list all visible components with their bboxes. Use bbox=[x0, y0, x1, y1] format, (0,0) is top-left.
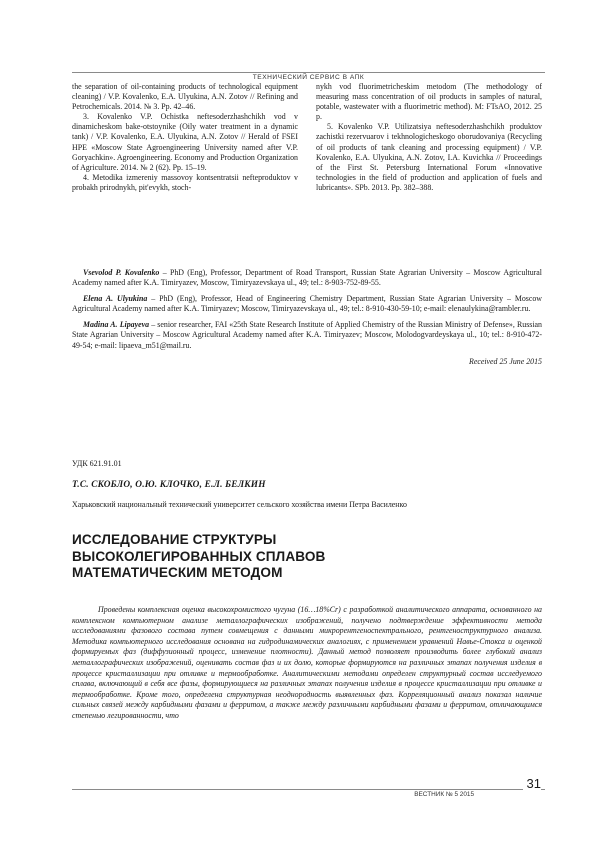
author-name: Elena A. Ulyukina bbox=[83, 294, 148, 304]
author-name: Madina A. Lipayeva bbox=[83, 320, 150, 330]
reference-item: 5. Kovalenko V.P. Utilizatsiya neftesoderzhashchikh produktov zachistki rezervuarov i tekhnologicheskogo oborudovaniya (Recycling of oil products of tank cleaning and processing equipment) / V.P. Kovalenko, E.A. Ulyukina, A.N. Zotov, I.A. Kuvichka // Proceedings of the First St. Petersburg International Forum «Innovative technologies in the field of production and application of fuels and lubricants». SPb. 2013. Pp. 382–388. bbox=[316, 122, 542, 192]
title-line: ИССЛЕДОВАНИЕ СТРУКТУРЫ bbox=[72, 532, 277, 547]
reference-item: the separation of oil-containing products of technological equipment cleaning) / V.P. Kovalenko, E.A. Ulyukina, A.N. Zotov // Refining and Petrochemicals. 2014. № 3. Pp. 42–46. bbox=[72, 82, 298, 112]
reference-item: 3. Kovalenko V.P. Ochistka neftesoderzhashchikh vod v dinamicheskom bake-otstoynike (Oily water treatment in a dynamic tank) / V.P. Kovalenko, E.A. Ulyukina, A.N. Zotov // Herald of FSEI HPE «Moscow State Agroengineering University named after V.P. Goryachkin». Agroengineering. Economy and Production Organization of Agriculture. 2014. № 2 (62). Pp. 15–19. bbox=[72, 112, 298, 172]
references-right-column bbox=[316, 82, 542, 193]
udc-code: УДК 621.91.01 bbox=[72, 459, 122, 468]
author-info bbox=[72, 268, 542, 357]
page-number: 31 bbox=[523, 776, 541, 791]
received-date: Received 25 June 2015 bbox=[469, 357, 542, 366]
author-name: Vsevolod P. Kovalenko bbox=[83, 268, 160, 277]
author-entry bbox=[72, 268, 542, 288]
author-entry bbox=[72, 294, 542, 314]
title-line: ВЫСОКОЛЕГИРОВАННЫХ СПЛАВОВ bbox=[72, 548, 326, 564]
author-entry bbox=[72, 320, 542, 350]
references bbox=[72, 82, 542, 193]
journal-section: ТЕХНИЧЕСКИЙ СЕРВИС В АПК bbox=[247, 74, 370, 81]
author-details: – PhD (Eng), Professor, Department of Road Transport, Russian State Agrarian University – Moscow Agricultural Academy named after K.A. Timiryazev, Moscow, Timiryazevskaya ul., 49; tel.: 8-903-752-89-55. bbox=[72, 268, 543, 288]
article-abstract: Проведены комплексная оценка высокохромистого чугуна (16…18%Cr) с разработкой аналитического аппарата, основанного на комплексном компьютерном анализе металлографических изображений, получено подтверждение эффективности метода исследованиями фазового состава путем совмещения с данными микрорентгеноспектрального, рентгеноструктурного анализа. Методика компьютерного исследования основана на гидродинамических аналогиях, с применением уравнений Навье-Стокса и оценкой формируемых фаз (диффузионный процесс, изменение плотности). Данный метод позволяет производить более глубокий анализ металлографических изображений, оценивать состав фаз и их долю, которые формируются на различных этапах получения изделия в процессе кристаллизации при отливке и термообработке. Аналитическими методами определен структурный состав исследуемого сплава, включающий в себя все фазы, формирующиеся на различных этапах получения изделия в процессе кристаллизации при отливке и термообработке. Кроме того, определена структурная неоднородность выявленных фаз. Корреляционный анализ показал наличие сильных связей между карбидными фазами и ферритом, а также между различными карбидными фазами и ферритом, отличающимся степенью легированности, что bbox=[72, 605, 542, 720]
reference-item: 4. Metodika izmereniy massovoy kontsentratsii nefteproduktov v probakh prirodnykh, pit'evykh, stoch- bbox=[72, 172, 298, 192]
reference-item: nykh vod fluorimetricheskim metodom (The methodology of measuring mass concentration of oil products in samples of natural, potable, wastewater with a fluorimetric method). M: FTsAO, 2012. 25 p. bbox=[316, 82, 542, 122]
author-details: – PhD (Eng), Professor, Head of Engineering Chemistry Department, Russian State Agrarian University – Moscow Agricultural Academy named after K.A. Timiryazev; Moscow, Timiryazevskaya ul., 49; tel.: 8-910-430-59-10; e-mail: elenaulykina@rambler.ru. bbox=[72, 294, 543, 314]
article-title bbox=[72, 532, 512, 582]
author-details: – senior researcher, FAI «25th State Research Institute of Applied Chemistry of the Russian Ministry of Defense», Russian State Agrarian University – Moscow Agricultural Academy named after K.A. Timiryazev; Moscow, Molodogvardeyskaya ul., 10; tel.: 8-910-472-49-54; e-mail: lipaeva_m51@mail.ru. bbox=[72, 320, 542, 350]
running-footer bbox=[72, 783, 478, 801]
article-authors: Т.С. СКОБЛО, О.Ю. КЛОЧКО, Е.Л. БЕЛКИН bbox=[72, 480, 266, 490]
title-line: МАТЕМАТИЧЕСКИМ МЕТОДОМ bbox=[72, 565, 283, 581]
article-affiliation: Харьковский национальный технический университет сельского хозяйства имени Петра Василенко bbox=[72, 500, 407, 509]
references-left-column bbox=[72, 82, 298, 193]
journal-issue: ВЕСТНИК № 5 2015 bbox=[408, 791, 478, 798]
